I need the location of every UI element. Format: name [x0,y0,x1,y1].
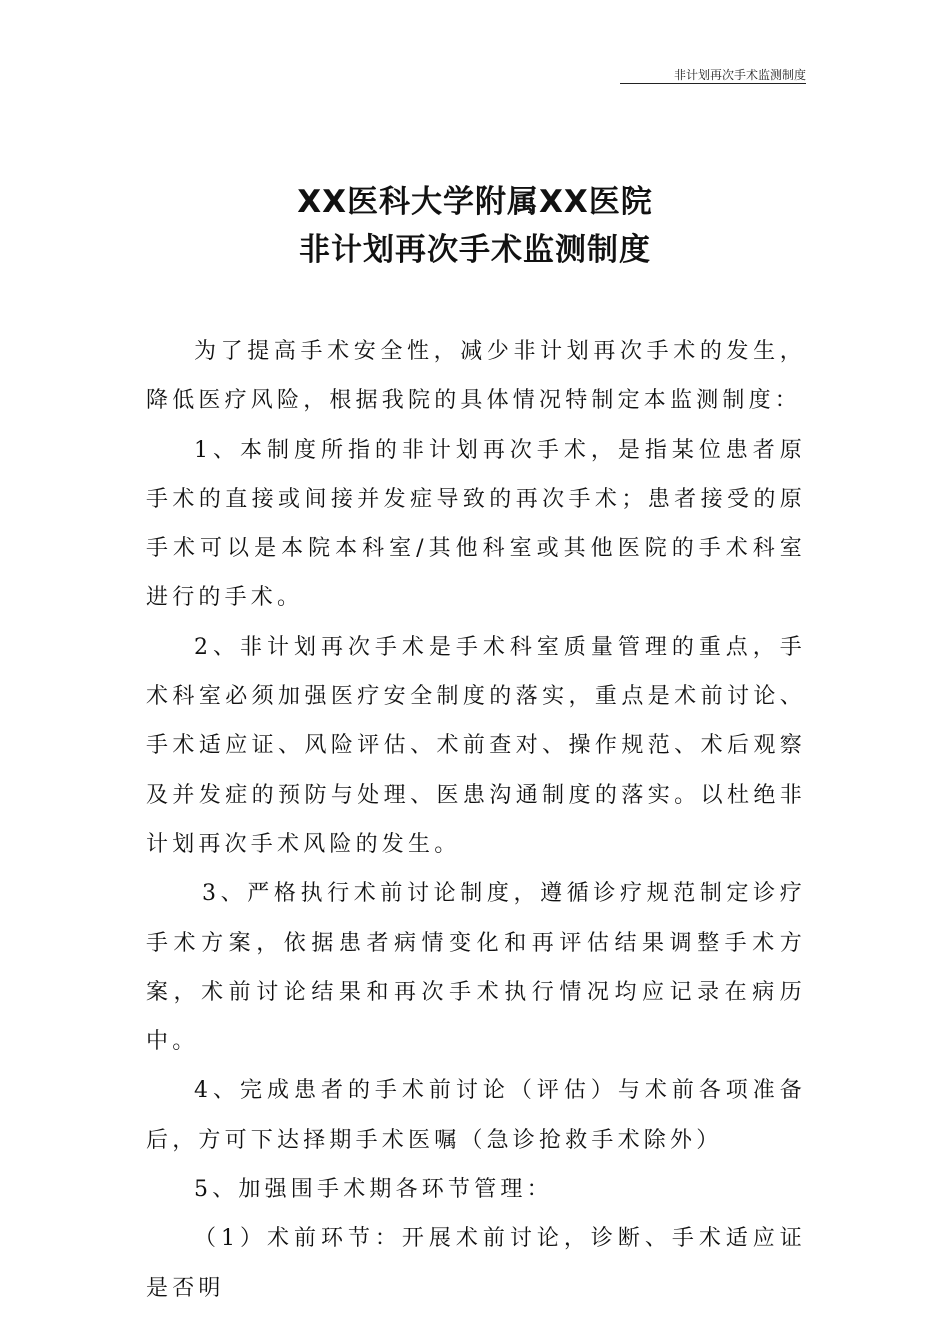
title-hospital-name: XX医科大学附属XX医院 [297,184,653,220]
paragraph-item-4: 4、完成患者的手术前讨论（评估）与术前各项准备后，方可下达择期手术医嘱（急诊抢救手术除外） [146,1078,806,1153]
paragraph-intro: 为了提高手术安全性，减少非计划再次手术的发生，降低医疗风险，根据我院的具体情况特制定本监测制度： [146,339,806,414]
running-header: 非计划再次手术监测制度 [620,68,806,84]
title-policy-name: 非计划再次手术监测制度 [299,232,651,268]
document-body [146,327,806,1313]
paragraph-item-5-1: （1）术前环节：开展术前讨论，诊断、手术适应证是否明 [146,1226,806,1301]
paragraph-item-1: 1、本制度所指的非计划再次手术，是指某位患者原手术的直接或间接并发症导致的再次手术；患者接受的原手术可以是本院本科室/其他科室或其他医院的手术科室进行的手术。 [146,437,806,611]
paragraph-item-5: 5、加强围手术期各环节管理： [194,1177,553,1203]
document-title [0,178,950,274]
paragraph-item-3: 3、严格执行术前讨论制度，遵循诊疗规范制定诊疗手术方案，依据患者病情变化和再评估结果调整手术方案，术前讨论结果和再次手术执行情况均应记录在病历中。 [146,881,806,1055]
paragraph-item-2: 2、非计划再次手术是手术科室质量管理的重点，手术科室必须加强医疗安全制度的落实，重点是术前讨论、手术适应证、风险评估、术前查对、操作规范、术后观察及并发症的预防与处理、医患沟通制度的落实。以杜绝非计划再次手术风险的发生。 [146,634,806,857]
